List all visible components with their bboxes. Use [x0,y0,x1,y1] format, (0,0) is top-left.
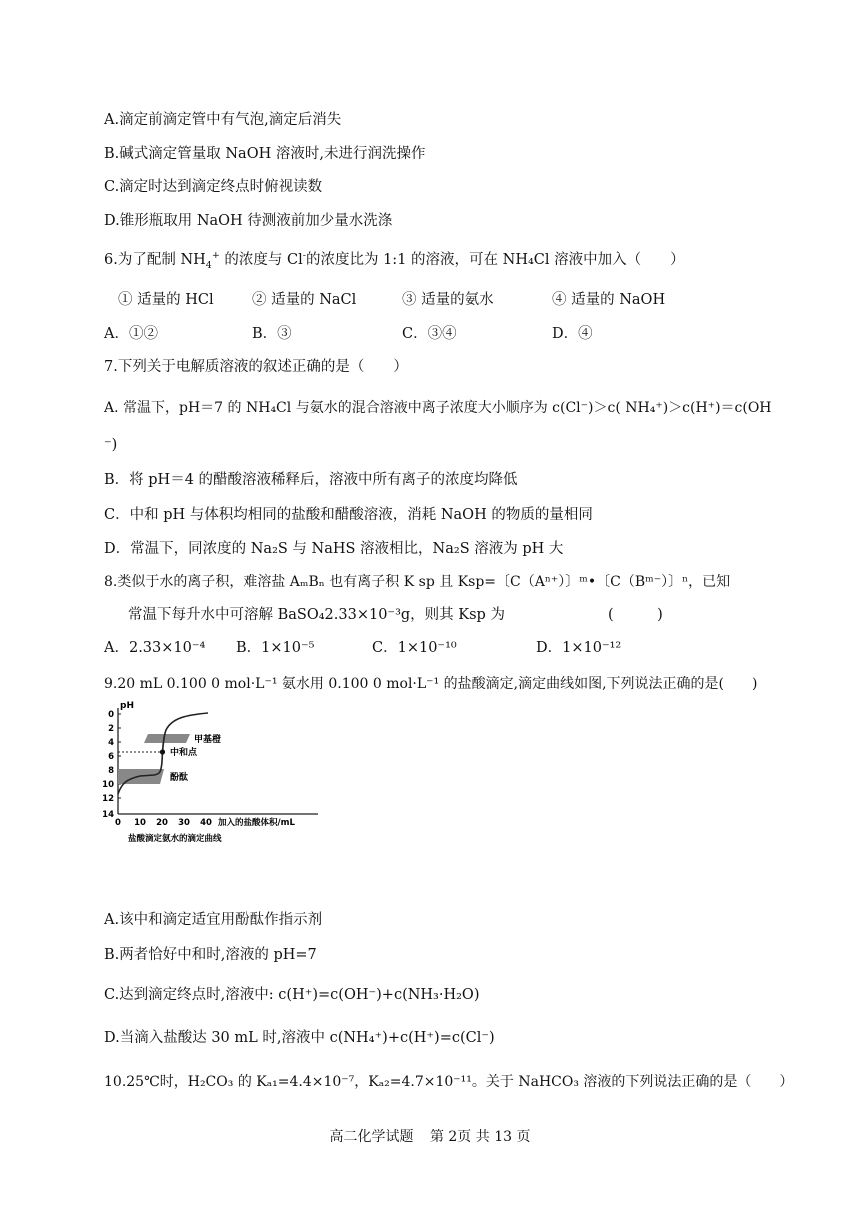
y-tick-10: 10 [102,780,114,790]
q5-option-c: C.滴定时达到滴定终点时俯视读数 [104,179,323,195]
q9-option-b: B.两者恰好中和时,溶液的 pH=7 [104,947,317,963]
q8-option-b: B．1×10⁻⁵ [236,640,315,656]
q8-stem-line2: 常温下每升水中可溶解 BaSO₄2.33×10⁻³g，则其 Ksp 为 [128,607,505,623]
x-ticks [115,818,212,828]
q7-option-a: A. 常温下，pH＝7 的 NH₄Cl 与氨水的混合溶液中离子浓度大小顺序为 c(Cl⁻)＞c( NH₄⁺)＞c(H⁺)＝c(OH [104,400,772,416]
methyl-orange-range [144,734,190,743]
q8-stem-line1: 8.类似于水的离子积，难溶盐 AₘBₙ 也有离子积 K sp 且 Ksp=〔C（Aⁿ⁺）〕ᵐ•〔C（Bᵐ⁻）〕ⁿ，已知 [104,574,731,590]
q7-option-b: B．将 pH＝4 的醋酸溶液稀释后，溶液中所有离子的浓度均降低 [104,472,518,488]
x-tick-20: 20 [156,818,168,828]
q7-option-d: D．常温下，同浓度的 Na₂S 与 NaHS 溶液相比，Na₂S 溶液为 pH 大 [104,541,564,557]
q10-stem: 10.25℃时，H₂CO₃ 的 Kₐ₁=4.4×10⁻⁷，Kₐ₂=4.7×10⁻¹¹。关于 NaHCO₃ 溶液的下列说法正确的是（ ） [104,1074,794,1090]
x-tick-40: 40 [200,818,212,828]
q6-item-4: ④ 适量的 NaOH [552,292,666,308]
q6-stem-sup: + [211,250,220,262]
q9-stem: 9.20 mL 0.100 0 mol·L⁻¹ 氨水用 0.100 0 mol·L⁻¹ 的盐酸滴定,滴定曲线如图,下列说法正确的是( ) [104,676,758,692]
page-footer [0,1126,860,1146]
q8-answer-paren: ( ) [608,607,663,623]
phenolphthalein-label: 酚酞 [170,773,189,783]
q6-stem-mid: 的浓度与 Cl [219,252,303,268]
y-tick-0: 0 [108,710,114,720]
x-tick-30: 30 [178,818,190,828]
footer-title: 高二化学试题 [329,1129,414,1145]
footer-page-number: 第 2页 共 13 页 [429,1129,531,1145]
y-tick-2: 2 [108,724,114,734]
y-tick-14: 14 [102,810,114,820]
q6-option-a: A．①② [104,326,158,342]
q6-stem-post: 的浓度比为 1:1 的溶液，可在 NH₄Cl 溶液中加入（ ） [305,252,685,268]
q6-stem-sub: 4 [205,259,212,271]
x-axis-label: 加入的盐酸体积/mL [218,818,295,828]
methyl-orange-label: 甲基橙 [194,735,222,745]
x-tick-0: 0 [115,818,121,828]
q7-option-c: C．中和 pH 与体积均相同的盐酸和醋酸溶液，消耗 NaOH 的物质的量相同 [104,507,593,523]
q6-item-2: ② 适量的 NaCl [252,292,357,308]
y-tick-12: 12 [102,794,114,804]
q8-option-a: A．2.33×10⁻⁴ [104,640,206,656]
neutral-point-marker [160,749,165,754]
x-tick-10: 10 [134,818,146,828]
q9-option-a: A.该中和滴定适宜用酚酞作指示剂 [104,912,323,928]
q6-item-1: ① 适量的 HCl [118,292,214,308]
q7-stem: 7.下列关于电解质溶液的叙述正确的是（ ） [104,359,408,375]
q9-option-d: D.当滴入盐酸达 30 mL 时,溶液中 c(NH₄⁺)+c(H⁺)=c(Cl⁻) [104,1030,495,1046]
neutral-point-label: 中和点 [170,748,198,758]
figure-caption: 盐酸滴定氨水的滴定曲线 [128,834,222,844]
y-ticks [102,710,114,820]
q7-option-a-cont: ⁻) [104,437,118,453]
q6-option-d: D．④ [552,326,593,342]
q5-option-a: A.滴定前滴定管中有气泡,滴定后消失 [104,112,342,128]
q6-stem-pre: 6.为了配制 NH [104,252,206,268]
titration-curve-figure [100,700,340,850]
q8-option-c: C．1×10⁻¹⁰ [372,640,457,656]
y-axis-label: pH [120,701,134,711]
y-tick-4: 4 [108,738,114,748]
q5-option-b: B.碱式滴定管量取 NaOH 溶液时,未进行润洗操作 [104,146,426,162]
y-tick-8: 8 [108,766,114,776]
q6-option-c: C．③④ [402,326,457,342]
q6-stem [104,250,685,270]
q9-option-c: C.达到滴定终点时,溶液中: c(H⁺)=c(OH⁻)+c(NH₃·H₂O) [104,987,480,1003]
q6-item-3: ③ 适量的氨水 [402,292,494,308]
y-tick-6: 6 [108,752,114,762]
q5-option-d: D.锥形瓶取用 NaOH 待测液前加少量水洗涤 [104,213,393,229]
q6-stem-sup2: - [302,250,306,262]
q6-option-b: B．③ [252,326,292,342]
q8-option-d: D．1×10⁻¹² [536,640,622,656]
